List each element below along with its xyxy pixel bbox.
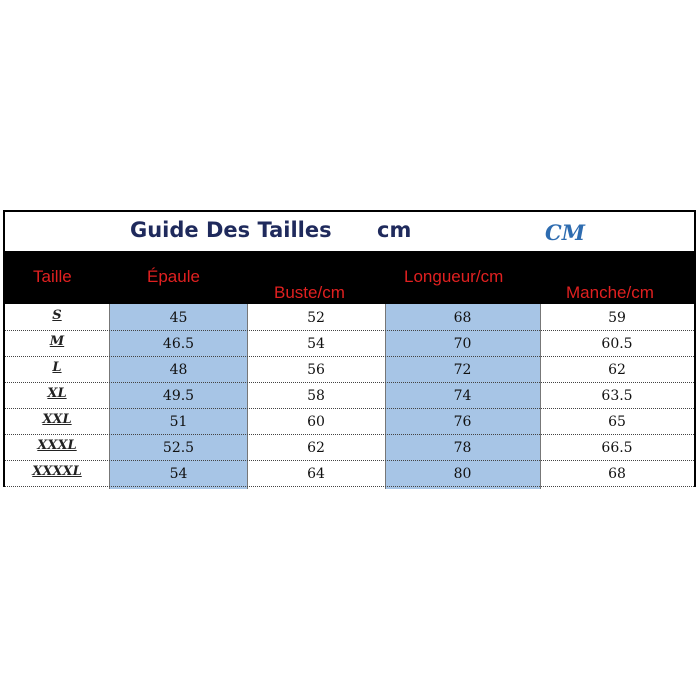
epaule-value: 48 — [169, 362, 188, 378]
manche-value: 66.5 — [601, 440, 633, 456]
longueur-value: 68 — [453, 310, 472, 326]
title-row — [5, 212, 694, 251]
manche-value: 60.5 — [601, 336, 633, 352]
buste-value: 54 — [307, 336, 325, 352]
buste-value: 52 — [307, 310, 325, 326]
longueur-value: 76 — [453, 414, 472, 430]
buste-value: 60 — [307, 414, 325, 430]
table-row — [5, 461, 694, 487]
buste-value: 62 — [307, 440, 325, 456]
size-label: XXL — [42, 412, 72, 427]
size-label: M — [49, 334, 65, 349]
header-row — [5, 251, 694, 304]
unit-badge: CM — [545, 220, 585, 245]
buste-value: 56 — [307, 362, 325, 378]
header-epaule: Épaule — [147, 267, 200, 286]
manche-value: 65 — [608, 414, 626, 430]
longueur-value: 74 — [453, 388, 472, 404]
buste-value: 64 — [307, 466, 325, 482]
table-title: Guide Des Tailles — [130, 218, 332, 242]
table-row — [5, 357, 694, 383]
header-manche: Manche/cm — [566, 283, 654, 302]
manche-value: 62 — [608, 362, 626, 378]
manche-value: 68 — [608, 466, 626, 482]
size-label: XXXL — [37, 438, 77, 453]
table-body — [5, 304, 694, 489]
size-label: XL — [47, 386, 67, 401]
header-longueur: Longueur/cm — [404, 267, 504, 286]
size-guide-table — [3, 210, 696, 487]
manche-value: 59 — [608, 310, 626, 326]
header-buste: Buste/cm — [274, 283, 345, 302]
longueur-value: 78 — [453, 440, 472, 456]
epaule-value: 45 — [169, 310, 188, 326]
epaule-value: 49.5 — [162, 388, 195, 404]
table-row — [5, 435, 694, 461]
longueur-value: 80 — [453, 466, 472, 482]
table-row — [5, 409, 694, 435]
manche-value: 63.5 — [601, 388, 633, 404]
longueur-value: 72 — [453, 362, 472, 378]
table-row — [5, 383, 694, 409]
header-taille: Taille — [33, 267, 72, 286]
size-label: S — [52, 308, 62, 323]
size-label: XXXXL — [32, 464, 82, 479]
table-row — [5, 305, 694, 331]
epaule-value: 54 — [169, 466, 188, 482]
buste-value: 58 — [307, 388, 325, 404]
size-label: L — [52, 360, 62, 375]
epaule-value: 52.5 — [162, 440, 195, 456]
longueur-value: 70 — [453, 336, 472, 352]
epaule-value: 51 — [169, 414, 188, 430]
epaule-value: 46.5 — [162, 336, 195, 352]
table-row — [5, 331, 694, 357]
table-title-unit: cm — [377, 218, 412, 242]
